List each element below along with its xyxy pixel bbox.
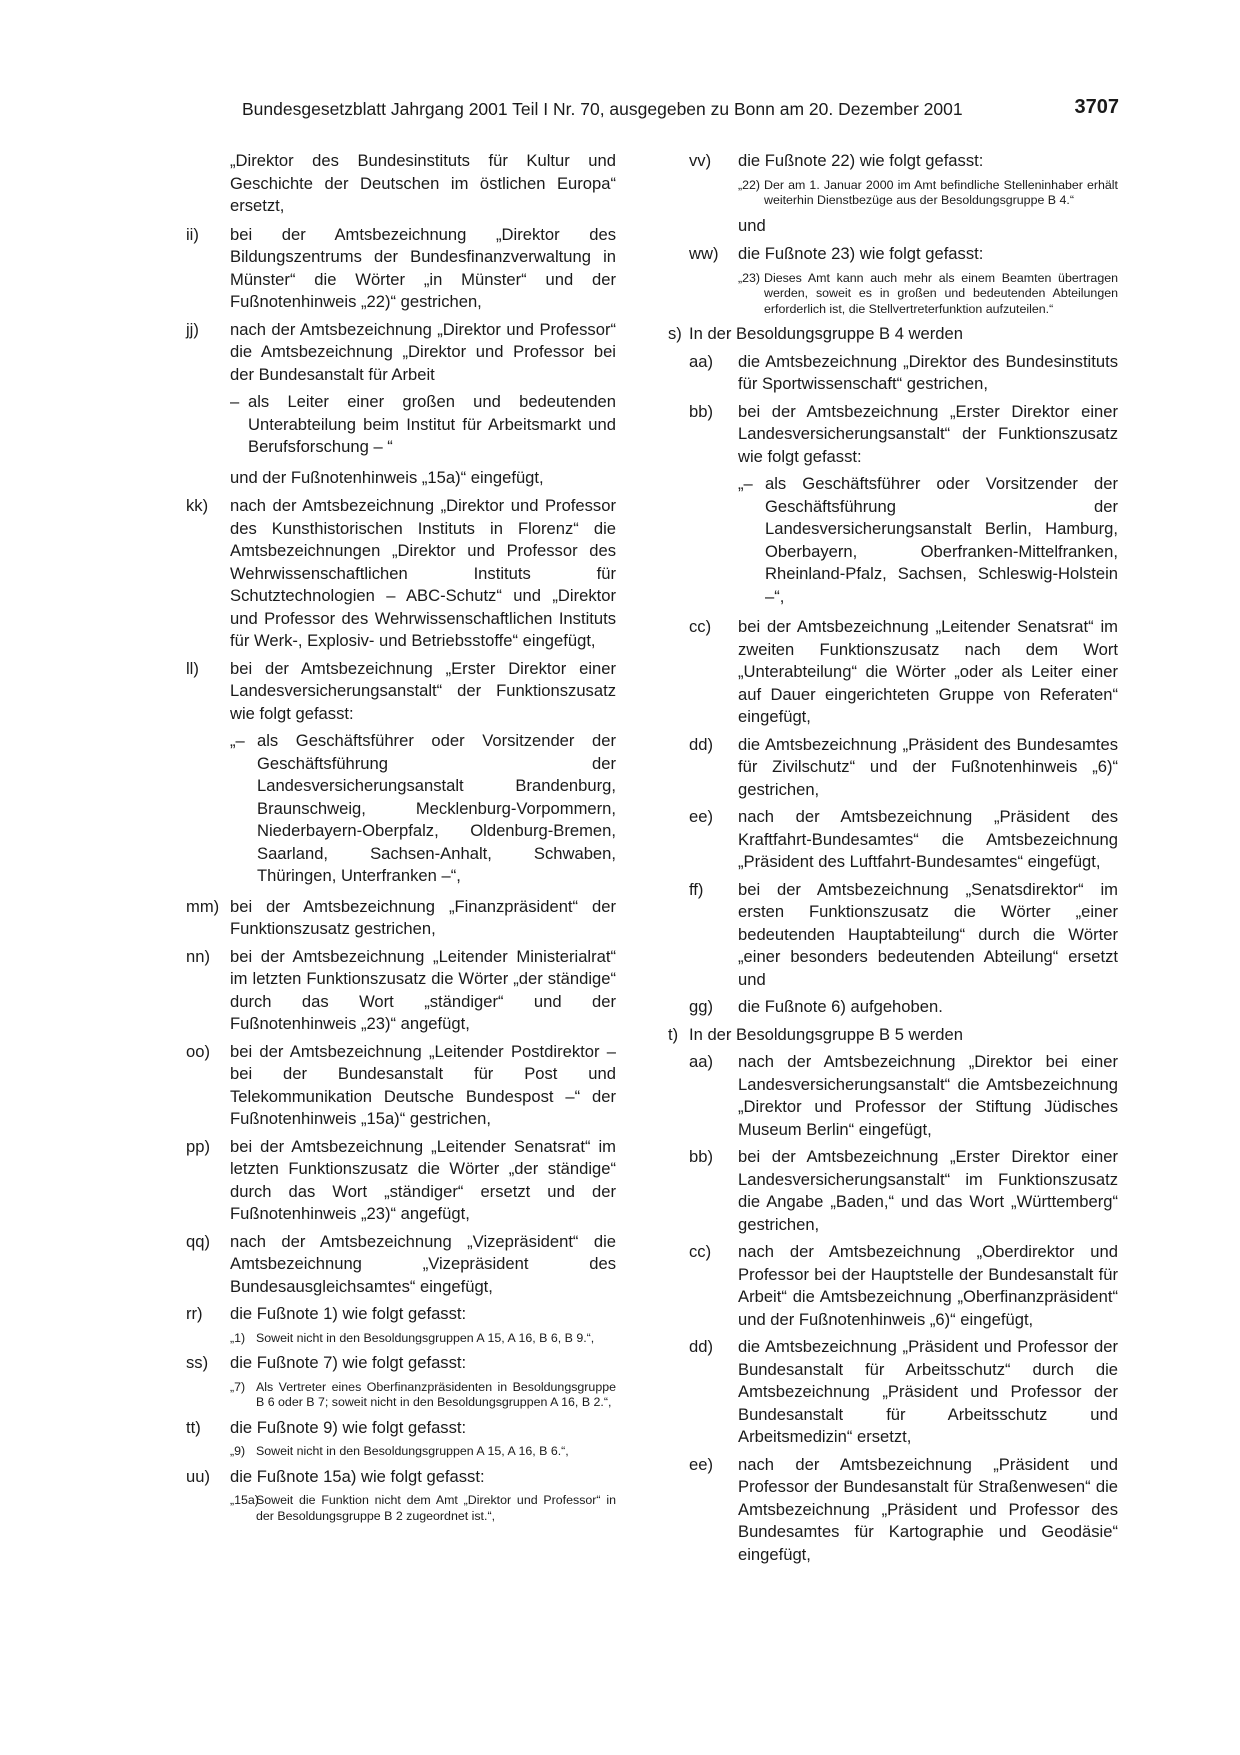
item-tail: und der Fußnotenhinweis „15a)“ eingefügt, xyxy=(230,467,544,487)
item-text: die Fußnote 1) wie folgt gefasst: xyxy=(230,1304,467,1323)
item-s-gg xyxy=(689,996,1118,1019)
item-label: mm) xyxy=(186,896,220,916)
page-header xyxy=(0,96,1240,125)
item-label: bb) xyxy=(689,1147,713,1166)
item-s-cc xyxy=(689,616,1118,729)
item-label: oo) xyxy=(186,1041,210,1061)
item-label: cc) xyxy=(689,617,712,636)
item-label: aa) xyxy=(689,1052,713,1071)
item-tt xyxy=(186,1417,616,1440)
footnote-text: Soweit die Funktion nicht dem Amt „Direktor und Professor“ in der Besoldungsgruppe B 2 zugeordnet ist.“, xyxy=(256,1493,616,1523)
item-uu xyxy=(186,1466,616,1489)
item-text: die Amtsbezeichnung „Präsident und Professor der Bundesanstalt für Arbeitsschutz“ durch die Amtsbezeichnung „Präsident und Professor der Bundesanstalt für Arbeitsschutz und Arbeitsmedizin“ ersetzt, xyxy=(738,1337,1118,1446)
item-text: bei der Amtsbezeichnung „Leitender Senatsrat“ im zweiten Funktionszusatz nach dem Wort „Unterabteilung“ die Wörter „oder als Leiter einer auf Dauer eingerichteten Gruppe von Referaten“ eingefügt, xyxy=(738,617,1118,726)
item-label: ee) xyxy=(689,807,713,826)
footnote-mark: „15a) xyxy=(230,1493,259,1507)
footnote-text: Soweit nicht in den Besoldungsgruppen A 15, A 16, B 6.“, xyxy=(256,1444,569,1458)
item-mm xyxy=(186,896,616,941)
bullet-entry xyxy=(738,473,1118,608)
item-text: nach der Amtsbezeichnung „Präsident und Professor der Bundesanstalt für Straßenwesen“ die Amtsbezeichnung „Präsident und Professor des Bundesamtes für Kartographie und Geodäsie“ eingefügt, xyxy=(738,1454,1118,1564)
item-text: bei der Amtsbezeichnung „Leitender Postdirektor – bei der Bundesanstalt für Post und Telekommunikation Deutsche Bundespost –“ der Fußnotenhinweis „15a)“ gestrichen, xyxy=(230,1041,616,1128)
item-jj xyxy=(186,319,616,387)
item-t-ee xyxy=(689,1454,1118,1567)
item-text: bei der Amtsbezeichnung „Direktor des Bildungszentrums der Bundesfinanzverwaltung in Münster“ die Wörter „in Münster“ und der Fußnotenhinweis „22)“ gestrichen, xyxy=(230,224,616,311)
item-text: bei der Amtsbezeichnung „Erster Direktor einer Landesversicherungsanstalt“ der Funktionszusatz wie folgt gefasst: xyxy=(230,658,616,723)
item-label: ii) xyxy=(186,224,199,244)
item-text: die Fußnote 15a) wie folgt gefasst: xyxy=(230,1466,485,1486)
item-label: bb) xyxy=(689,401,713,421)
item-t-bb xyxy=(689,1146,1118,1236)
section-label: s) xyxy=(668,324,682,343)
item-kk xyxy=(186,495,616,653)
item-t-dd xyxy=(689,1336,1118,1449)
footnote-text: Als Vertreter eines Oberfinanzpräsidenten in Besoldungsgruppe B 6 oder B 7; soweit nicht in den Besoldungsgruppen A 16, B 2.“, xyxy=(256,1379,616,1409)
right-column xyxy=(668,150,1118,1571)
item-label: nn) xyxy=(186,946,210,966)
item-s-aa xyxy=(689,351,1118,396)
header-title: Bundesgesetzblatt Jahrgang 2001 Teil I Nr. 70, ausgegeben zu Bonn am 20. Dezember 2001 xyxy=(242,99,963,119)
item-s-bb xyxy=(689,401,1118,469)
bullet-entry xyxy=(230,730,616,888)
item-label: rr) xyxy=(186,1304,203,1323)
page-number: 3707 xyxy=(1074,96,1119,118)
footnote-mark: „1) xyxy=(230,1330,246,1345)
section-text: In der Besoldungsgruppe B 5 werden xyxy=(689,1024,963,1044)
item-label: jj) xyxy=(186,319,199,339)
section-s-items xyxy=(689,351,1118,1019)
item-text: nach der Amtsbezeichnung „Direktor bei einer Landesversicherungsanstalt“ die Amtsbezeichnung „Direktor und Professor der Stiftung Jüdisches Museum Berlin“ eingefügt, xyxy=(738,1052,1118,1139)
bullet-dash: – xyxy=(230,392,240,411)
item-label: ll) xyxy=(186,658,199,678)
item-text: nach der Amtsbezeichnung „Vizepräsident“ die Amtsbezeichnung „Vizepräsident des Bundesausgleichsamtes“ eingefügt, xyxy=(230,1231,616,1296)
left-column xyxy=(186,150,616,1530)
footnote-mark: „22) xyxy=(738,177,761,192)
item-label: qq) xyxy=(186,1231,210,1251)
item-oo xyxy=(186,1041,616,1131)
item-label: tt) xyxy=(186,1417,201,1437)
footnote-entry xyxy=(738,178,1118,209)
section-text: In der Besoldungsgruppe B 4 werden xyxy=(689,324,963,343)
item-text: die Fußnote 23) wie folgt gefasst: xyxy=(738,244,984,263)
item-text: die Fußnote 22) wie folgt gefasst: xyxy=(738,151,984,170)
item-text: nach der Amtsbezeichnung „Präsident des Kraftfahrt-Bundesamtes“ die Amtsbezeichnung „Präsident des Luftfahrt-Bundesamtes“ eingefügt, xyxy=(738,807,1118,871)
footnote-text: Der am 1. Januar 2000 im Amt befindliche Stelleninhaber erhält weiterhin Dienstbezüge aus der Besoldungsgruppe B 4.“ xyxy=(764,177,1118,207)
bullet-text: als Leiter einer großen und bedeutenden Unterabteilung beim Institut für Arbeitsmarkt und Berufsforschung – “ xyxy=(248,392,616,456)
item-s-ee xyxy=(689,806,1118,874)
item-label: dd) xyxy=(689,1337,713,1356)
item-pp xyxy=(186,1136,616,1226)
intro-paragraph: „Direktor des Bundesinstituts für Kultur und Geschichte der Deutschen im östlichen Europa“ ersetzt, xyxy=(230,151,616,215)
item-text: die Amtsbezeichnung „Direktor des Bundesinstituts für Sportwissenschaft“ gestrichen, xyxy=(738,351,1118,393)
item-label: ss) xyxy=(186,1353,209,1372)
item-text: die Fußnote 9) wie folgt gefasst: xyxy=(230,1417,467,1437)
item-text: nach der Amtsbezeichnung „Direktor und Professor des Kunsthistorischen Instituts in Florenz“ die Amtsbezeichnungen „Direktor und Professor des Wehrwissenschaftlichen Instituts für Schutztechnologien – ABC-Schutz“ und „Direktor und Professor des Wehrwissenschaftlichen Instituts für Werk-, Explosiv- und Betriebsstoffe“ eingefügt, xyxy=(230,496,616,650)
item-text: bei der Amtsbezeichnung „Finanzpräsident“ der Funktionszusatz gestrichen, xyxy=(230,896,616,938)
item-s-ff xyxy=(689,879,1118,992)
footnote-mark: „9) xyxy=(230,1444,246,1458)
item-label: cc) xyxy=(689,1242,712,1261)
section-t xyxy=(668,1024,1118,1047)
item-label: vv) xyxy=(689,151,712,170)
section-t-items xyxy=(689,1051,1118,1566)
item-text: bei der Amtsbezeichnung „Erster Direktor einer Landesversicherungsanstalt“ im Funktionszusatz die Angabe „Baden,“ und das Wort „Württemberg“ gestrichen, xyxy=(738,1147,1118,1234)
item-ii xyxy=(186,224,616,314)
item-text: die Fußnote 6) aufgehoben. xyxy=(738,997,943,1016)
item-rr xyxy=(186,1303,616,1326)
item-text: bei der Amtsbezeichnung „Senatsdirektor“ im ersten Funktionszusatz die Wörter „einer bedeutenden Hauptabteilung“ durch die Wörter „einer besonders bedeutenden Abteilung“ ersetzt und xyxy=(738,879,1118,989)
footnote-entry xyxy=(230,1331,616,1347)
item-ss xyxy=(186,1352,616,1375)
item-label: ww) xyxy=(689,244,719,263)
item-t-aa xyxy=(689,1051,1118,1141)
item-label: uu) xyxy=(186,1466,210,1486)
item-tail: und xyxy=(738,215,766,235)
item-ll xyxy=(186,658,616,726)
item-text: bei der Amtsbezeichnung „Leitender Senatsrat“ im letzten Funktionszusatz die Wörter „der ständige“ durch das Wort „ständiger“ ersetzt und der Fußnotenhinweis „23)“ angefügt, xyxy=(230,1136,616,1223)
item-text: bei der Amtsbezeichnung „Erster Direktor einer Landesversicherungsanstalt“ der Funktionszusatz wie folgt gefasst: xyxy=(738,401,1118,466)
item-text: die Fußnote 7) wie folgt gefasst: xyxy=(230,1353,467,1372)
item-label: aa) xyxy=(689,351,713,371)
footnote-entry xyxy=(738,271,1118,318)
footnote-mark: „23) xyxy=(738,270,761,285)
item-qq xyxy=(186,1231,616,1299)
item-label: ee) xyxy=(689,1454,713,1474)
item-nn xyxy=(186,946,616,1036)
item-vv xyxy=(689,150,1118,173)
footnote-text: Soweit nicht in den Besoldungsgruppen A 15, A 16, B 6, B 9.“, xyxy=(256,1330,595,1345)
item-label: gg) xyxy=(689,997,713,1016)
section-label: t) xyxy=(668,1024,679,1044)
bullet-text: als Geschäftsführer oder Vorsitzender der Geschäftsführung der Landesversicherungsanstalt Berlin, Hamburg, Oberbayern, Oberfranken-Mittelfranken, Rheinland-Pfalz, Sachsen, Schleswig-Holstein –“, xyxy=(765,474,1118,606)
item-text: bei der Amtsbezeichnung „Leitender Ministerialrat“ im letzten Funktionszusatz die Wörter „der ständige“ durch das Wort „ständiger“ und der Fußnotenhinweis „23)“ angefügt, xyxy=(230,946,616,1033)
item-t-cc xyxy=(689,1241,1118,1331)
item-s-dd xyxy=(689,734,1118,802)
footnote-text: Dieses Amt kann auch mehr als einem Beamten übertragen werden, soweit es in großen und bedeutenden Abteilungen erforderlich ist, die Stellvertreterfunktion aufzuteilen.“ xyxy=(764,270,1118,316)
item-ww xyxy=(689,243,1118,266)
bullet-dash: „– xyxy=(738,474,753,493)
footnote-entry xyxy=(230,1444,616,1460)
item-label: kk) xyxy=(186,496,209,515)
footnote-entry xyxy=(230,1493,616,1524)
bullet-dash: „– xyxy=(230,731,245,750)
bullet-entry xyxy=(230,391,616,459)
section-s xyxy=(668,323,1118,346)
footnote-entry xyxy=(230,1380,616,1411)
item-label: pp) xyxy=(186,1136,210,1156)
item-text: nach der Amtsbezeichnung „Direktor und Professor“ die Amtsbezeichnung „Direktor und Professor bei der Bundesanstalt für Arbeit xyxy=(230,319,616,384)
item-text: die Amtsbezeichnung „Präsident des Bundesamtes für Zivilschutz“ und der Fußnotenhinweis „6)“ gestrichen, xyxy=(738,734,1118,799)
item-label: dd) xyxy=(689,734,713,754)
footnote-mark: „7) xyxy=(230,1379,246,1394)
bullet-text: als Geschäftsführer oder Vorsitzender der Geschäftsführung der Landesversicherungsanstalt Brandenburg, Braunschweig, Mecklenburg-Vorpommern, Niederbayern-Oberpfalz, Oldenburg-Bremen, Saarland, Sachsen-Anhalt, Schwaben, Thüringen, Unterfranken –“, xyxy=(257,731,616,885)
item-label: ff) xyxy=(689,879,704,899)
item-text: nach der Amtsbezeichnung „Oberdirektor und Professor bei der Hauptstelle der Bundesanstalt für Arbeit“ die Amtsbezeichnung „Oberfinanzpräsident“ und der Fußnotenhinweis „6)“ eingefügt, xyxy=(738,1242,1118,1329)
